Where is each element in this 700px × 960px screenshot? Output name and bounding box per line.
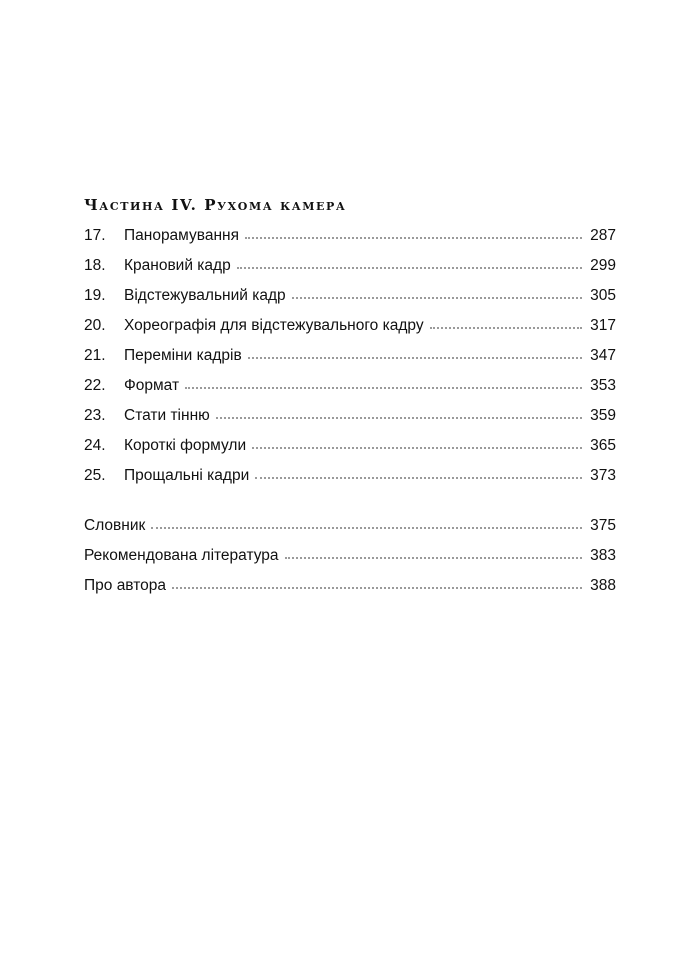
chapter-title: Формат (124, 377, 180, 394)
dot-leader (248, 357, 582, 359)
chapter-number: 17. (84, 227, 106, 244)
toc-row (84, 511, 616, 541)
table-of-contents (84, 193, 616, 601)
chapter-title: Прощальні кадри (124, 467, 250, 484)
chapter-number: 24. (84, 437, 106, 454)
section-spacer (84, 491, 616, 511)
toc-row (84, 251, 616, 281)
dot-leader (430, 327, 583, 329)
dot-leader (255, 477, 582, 479)
chapter-number: 20. (84, 317, 106, 334)
dot-leader (185, 387, 582, 389)
chapter-title: Переміни кадрів (124, 347, 242, 364)
toc-row (84, 571, 616, 601)
page-number: 373 (590, 467, 616, 484)
toc-row (84, 281, 616, 311)
dot-leader (216, 417, 582, 419)
chapter-number: 22. (84, 377, 106, 394)
chapter-number: 21. (84, 347, 106, 364)
page-number: 305 (590, 287, 616, 304)
page-number: 375 (590, 517, 616, 534)
chapter-number: 25. (84, 467, 106, 484)
chapter-title: Короткі формули (124, 437, 247, 454)
chapter-number: 18. (84, 257, 106, 274)
dot-leader (245, 237, 582, 239)
page-number: 365 (590, 437, 616, 454)
toc-row (84, 461, 616, 491)
chapter-title: Крановий кадр (124, 257, 231, 274)
chapter-title: Хореографія для відстежувального кадру (124, 317, 424, 334)
dot-leader (292, 297, 582, 299)
dot-leader (151, 527, 582, 529)
page-number: 299 (590, 257, 616, 274)
chapter-title: Стати тінню (124, 407, 210, 424)
chapter-title: Панорамування (124, 227, 239, 244)
toc-row (84, 431, 616, 461)
dot-leader (252, 447, 582, 449)
dot-leader (172, 587, 582, 589)
dot-leader (237, 267, 582, 269)
page-number: 383 (590, 547, 616, 564)
page-number: 317 (590, 317, 616, 334)
page-number: 359 (590, 407, 616, 424)
toc-row (84, 221, 616, 251)
toc-row (84, 311, 616, 341)
toc-row (84, 541, 616, 571)
toc-row (84, 341, 616, 371)
page-number: 353 (590, 377, 616, 394)
appendix-title: Рекомендована література (84, 547, 279, 564)
appendix-title: Словник (84, 517, 146, 534)
page-number: 388 (590, 577, 616, 594)
toc-row (84, 371, 616, 401)
appendix-title: Про автора (84, 577, 166, 594)
page-number: 347 (590, 347, 616, 364)
chapter-title: Відстежувальний кадр (124, 287, 286, 304)
toc-row (84, 401, 616, 431)
chapter-number: 19. (84, 287, 106, 304)
page-number: 287 (590, 227, 616, 244)
dot-leader (285, 557, 583, 559)
chapter-number: 23. (84, 407, 106, 424)
part-heading: Частина IV. Рухома камера (84, 196, 347, 214)
